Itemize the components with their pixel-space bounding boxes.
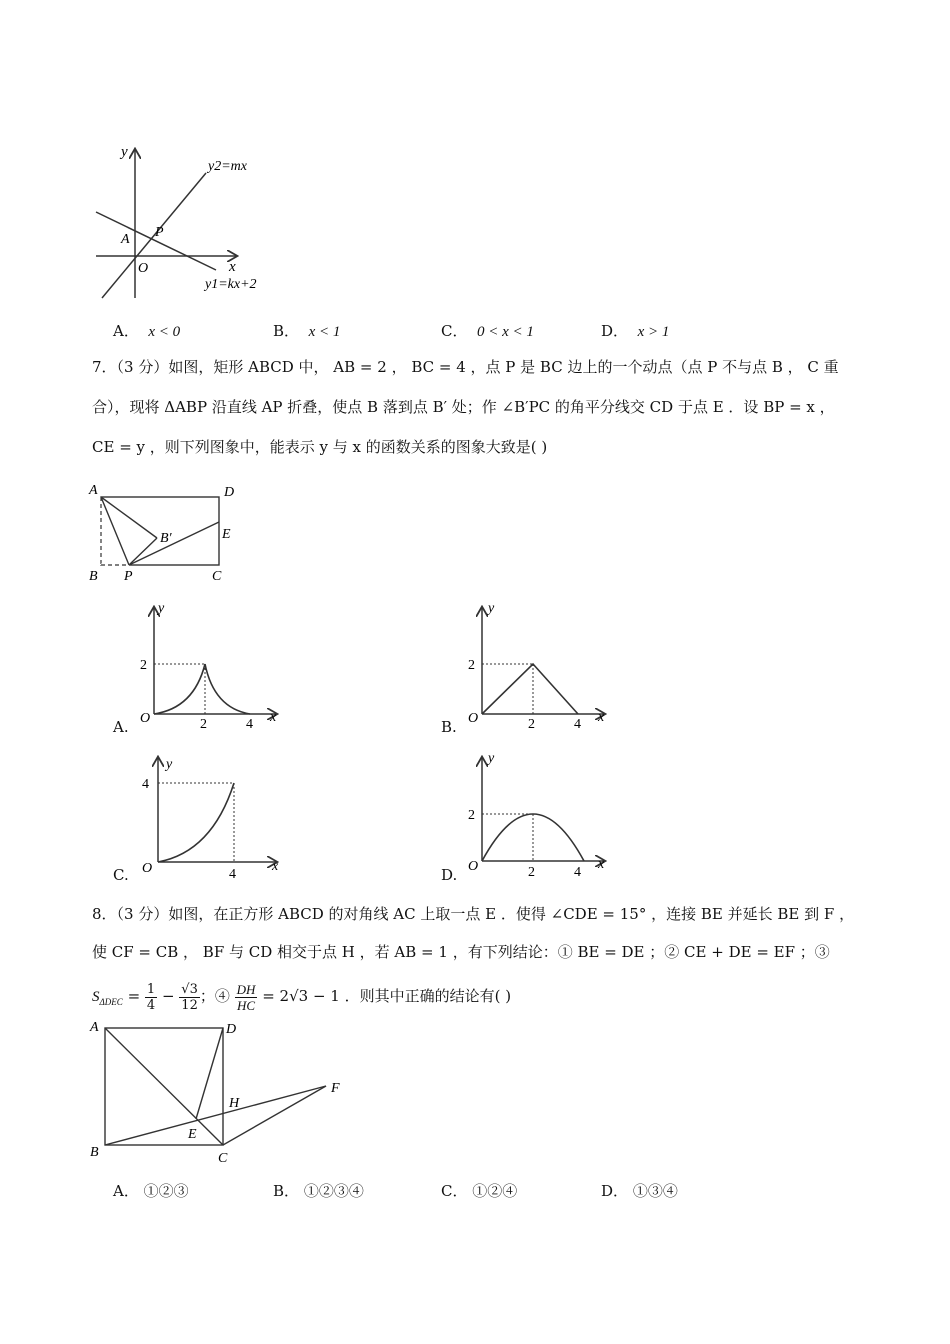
- q8-label-f: F: [331, 1081, 340, 1096]
- q7-label-d: D: [224, 485, 235, 500]
- q8-label-c: C: [218, 1151, 228, 1165]
- q8-option-c-letter: C．: [441, 1182, 468, 1200]
- q7-graph-d: [464, 750, 614, 880]
- q8-frac-2-den: 12: [181, 997, 198, 1013]
- q6-point-p-label: P: [155, 225, 164, 240]
- graph-d-xtick-2: 2: [528, 865, 535, 880]
- q7-label-b: B: [89, 569, 98, 584]
- graph-c-xtick-4: 4: [229, 867, 236, 882]
- q7-figure: [84, 478, 244, 586]
- graph-a-curve-left: [154, 664, 205, 714]
- q8-area-sub: ΔDEC: [99, 997, 123, 1007]
- q7-line-bpp: [129, 538, 157, 565]
- q6-option-b-letter: B．: [273, 322, 300, 340]
- q8-line-cf: [223, 1086, 326, 1145]
- q6-option-a-text: x < 0: [148, 324, 181, 340]
- q7-label-c: C: [212, 569, 222, 584]
- graph-a-xtick-2: 2: [200, 717, 207, 730]
- q8-option-d-text: ①③④: [632, 1182, 678, 1200]
- graph-a-xtick-4: 4: [246, 717, 253, 730]
- q6-option-a: [113, 320, 180, 341]
- graph-a-origin: O: [140, 711, 151, 726]
- q7-text-line2: 合），现将 ΔABP 沿直线 AP 折叠，使点 B 落到点 B′ 处；作 ∠B′PC 的角平分线交 CD 于点 E ．设 BP = x ，: [92, 398, 835, 416]
- graph-b-xtick-2: 2: [528, 717, 535, 730]
- q7-label-e: E: [222, 527, 231, 542]
- q6-origin-label: O: [138, 261, 149, 276]
- graph-d-xtick-4: 4: [574, 865, 581, 880]
- q8-option-a-letter: A．: [113, 1182, 139, 1200]
- q7-line-pe: [129, 522, 219, 565]
- q6-option-d-text: x > 1: [637, 324, 670, 340]
- q6-option-c: [441, 320, 534, 341]
- q7-text-line3: CE = y ，则下列图象中，能表示 y 与 x 的函数关系的图象大致是( ): [92, 438, 548, 456]
- q7-label-bp: B′: [160, 531, 172, 546]
- graph-d-ytick: 2: [468, 808, 475, 823]
- q6-option-c-letter: C．: [441, 322, 468, 340]
- graph-b-ylabel: y: [488, 601, 495, 616]
- q8-mid: ；④: [199, 987, 235, 1005]
- q6-option-d: [601, 320, 669, 341]
- q8-label-e: E: [188, 1127, 197, 1142]
- graph-b-origin: O: [468, 711, 479, 726]
- q8-text-line2: 使 CF = CB ， BF 与 CD 相交于点 H ，若 AB = 1 ，有下列结论：① BE = DE ；② CE + DE = EF ；③: [92, 943, 830, 961]
- q8-option-a-text: ①②③: [143, 1182, 189, 1200]
- q8-eq: =: [122, 987, 145, 1005]
- graph-c-curve: [158, 783, 234, 862]
- q8-frac-1-den: 4: [146, 997, 156, 1013]
- q7-graph-a: [136, 600, 286, 730]
- graph-a-curve-right: [205, 664, 250, 714]
- q6-y-label: y: [121, 144, 128, 160]
- q8-option-b-text: ①②③④: [303, 1182, 364, 1200]
- q8-frac-1: [145, 982, 157, 1013]
- q8-frac-3: [235, 982, 258, 1013]
- q8-option-c-text: ①②④: [472, 1182, 518, 1200]
- q8-label-b: B: [90, 1145, 99, 1160]
- q8-area-s: S: [92, 989, 100, 1005]
- q8-figure: [84, 1015, 354, 1165]
- q7-graph-c-letter: C.: [113, 866, 129, 884]
- q8-label-a: A: [90, 1020, 99, 1035]
- q8-frac-3-den: HC: [237, 997, 256, 1013]
- q8-option-d-letter: D．: [601, 1182, 629, 1200]
- q7-text-line1: 7．（3 分）如图，矩形 ABCD 中， AB = 2 ， BC = 4 ，点 P 是 BC 边上的一个动点（点 P 不与点 B ， C 重: [92, 358, 839, 376]
- q8-option-b: [273, 1180, 364, 1201]
- q6-option-a-letter: A．: [113, 322, 139, 340]
- graph-b-ytick: 2: [468, 658, 475, 673]
- q6-option-c-text: 0 < x < 1: [477, 324, 534, 340]
- q8-text-line1: 8．（3 分）如图，在正方形 ABCD 的对角线 AC 上取一点 E ．使得 ∠CDE = 15° ，连接 BE 并延长 BE 到 F ，: [92, 905, 855, 923]
- q7-graph-a-letter: A.: [113, 718, 129, 736]
- q8-option-c: [441, 1180, 517, 1201]
- q6-point-a-label: A: [121, 232, 130, 247]
- q7-graph-b-letter: B.: [441, 718, 457, 736]
- q7-graph-d-letter: D.: [441, 866, 458, 884]
- q6-figure: [88, 140, 278, 305]
- q8-label-h: H: [229, 1096, 240, 1111]
- q8-option-b-letter: B．: [273, 1182, 300, 1200]
- q6-line1-label: y1=kx+2: [205, 277, 257, 292]
- q8-option-a: [113, 1180, 189, 1201]
- q8-text-line3: [92, 978, 511, 1020]
- graph-c-ytick: 4: [142, 777, 149, 792]
- q6-line-y1: [96, 212, 216, 270]
- q8-line-de: [196, 1028, 223, 1119]
- q6-option-b: [273, 320, 340, 341]
- q8-frac-2: [179, 982, 200, 1013]
- graph-d-parabola: [482, 814, 584, 861]
- q6-line2-label: y2=mx: [208, 159, 247, 174]
- graph-d-ylabel: y: [488, 751, 495, 766]
- q8-frac-2-num: √3: [181, 981, 198, 997]
- q8-frac-3-num: DH: [236, 981, 256, 997]
- q8-minus: −: [157, 987, 180, 1005]
- graph-a-ytick: 2: [140, 658, 147, 673]
- q8-label-d: D: [226, 1022, 237, 1037]
- q6-option-b-text: x < 1: [308, 324, 341, 340]
- graph-c-origin: O: [142, 861, 153, 876]
- graph-d-xlabel: x: [598, 857, 605, 872]
- q8-end: = 2√3 − 1 ．则其中正确的结论有( ): [257, 987, 512, 1005]
- q6-line-y2: [102, 173, 206, 298]
- graph-b-xlabel: x: [598, 710, 605, 725]
- graph-a-xlabel: x: [270, 710, 277, 725]
- q8-line-bf: [105, 1086, 326, 1145]
- q7-graph-b: [464, 600, 614, 730]
- q7-label-a: A: [89, 483, 98, 498]
- q6-x-label: x: [229, 259, 236, 275]
- graph-c-xlabel: x: [272, 859, 279, 874]
- graph-c-ylabel: y: [166, 757, 173, 772]
- q6-option-d-letter: D．: [601, 322, 629, 340]
- graph-b-line: [482, 664, 578, 714]
- q8-frac-1-num: 1: [146, 981, 156, 997]
- graph-a-ylabel: y: [158, 601, 165, 616]
- graph-b-xtick-4: 4: [574, 717, 581, 730]
- graph-d-origin: O: [468, 859, 479, 874]
- q8-option-d: [601, 1180, 678, 1201]
- q7-label-p: P: [124, 569, 133, 584]
- q7-graph-c: [124, 752, 289, 882]
